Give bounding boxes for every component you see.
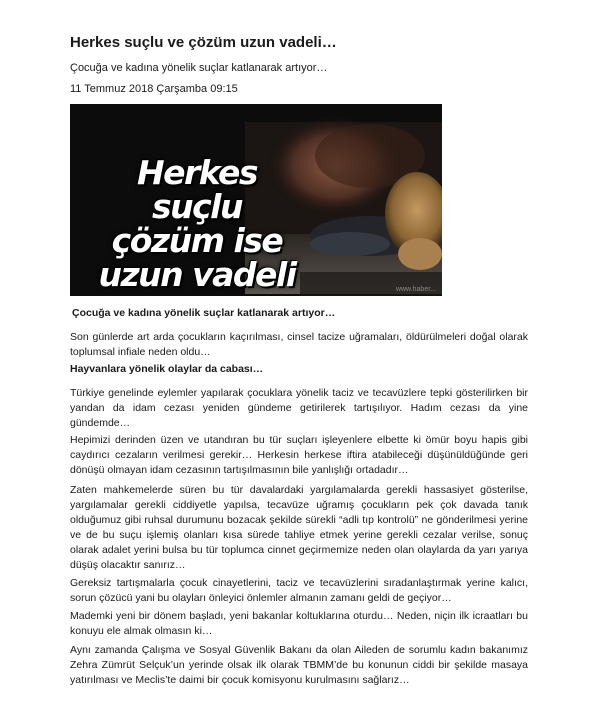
paragraph-2: Türkiye genelinde eylemler yapılarak çocuklara yönelik taciz ve tecavüzlere tepki gösterilirken bir yandan da idam cezası yeniden gündeme getirilerek tartışılıyor. Hadım cezası da yine gündemde… [70,387,528,429]
photo-headline-line-3: uzun vadeli [98,255,296,294]
paragraph-7: Aynı zamanda Çalışma ve Sosyal Güvenlik Bakanı da olan Aileden de sorumlu kadın bakanımız Zehra Zümrüt Selçuk’un yerinde olsak ilk olarak TBMM’de bu konunun ciddi bir şekilde masaya yatırılması ve Meclis’te daimi bir çocuk komisyonu kurulmasını sağlarız… [70,644,528,686]
paragraph-5: Gereksiz tartışmalarla çocuk cinayetlerini, taciz ve tecavüzlerini sıradanlaştırmak yerine kalıcı, sorun çözücü yani bu olayları önleyici önlemler almanın zamanı geldi de geçiyor… [70,577,528,604]
paragraph-4: Zaten mahkemelerde süren bu tür davalardaki yargılamalarda gerekli hassasiyet gösterilse, yargılamalar gerekli ciddiyetle yapılsa, tecavüze uğramış çocukların pek çok davada tanık olduğumuz gibi ruhsal durumunu bozacak şekilde sürekli “adli tıp kontrolü” ne gönderilmesi yerine ve de bu suçu işlemiş olanları kısa sürede tahliye etmek yerine gerekli cezalar verilse, sonuç olarak adalet yerini bulsa bu tür toplumca cinnet geçirmemize neden olan olaylarda da yarı yarıya düşüş olacaktır sanırız… [70,484,528,571]
lead-paragraph: Çocuğa ve kadına yönelik suçlar katlanarak artıyor… [72,307,336,319]
photo-headline-line-2: çözüm ise [111,221,283,260]
article-date: 11 Temmuz 2018 Çarşamba 09:15 [70,83,238,95]
photo-watermark: www.haber... [395,286,436,293]
paragraph-6: Mademki yeni bir dönem başladı, yeni bakanlar koltuklarına oturdu… Neden, niçin ilk icraatları bu konuyu ele almak olmasın ki… [70,610,528,637]
article-subtitle: Çocuğa ve kadına yönelik suçlar katlanarak artıyor… [70,62,328,74]
photo-headline-line-1: Herkes suçlu [136,153,258,226]
paragraph-3: Hepimizi derinden üzen ve utandıran bu tür suçları işleyenlere elbette ki ömür boyu hapis gibi caydırıcı cezaların verilmesi gerekir… Herkesin herkese iftira atabileceği düşünüldüğünde geri dönüşü olmayan idam cezasının tartışılmasının bile yanlışlığı ortadadır… [70,434,528,476]
article-photo [70,104,442,296]
section-heading: Hayvanlara yönelik olaylar da cabası… [70,363,264,375]
article-title: Herkes suçlu ve çözüm uzun vadeli… [70,34,337,51]
paragraph-1: Son günlerde art arda çocukların kaçırılması, cinsel tacize uğramaları, öldürülmeleri doğal olarak toplumsal infiale neden oldu… [70,331,528,358]
photo-headline [92,153,302,294]
